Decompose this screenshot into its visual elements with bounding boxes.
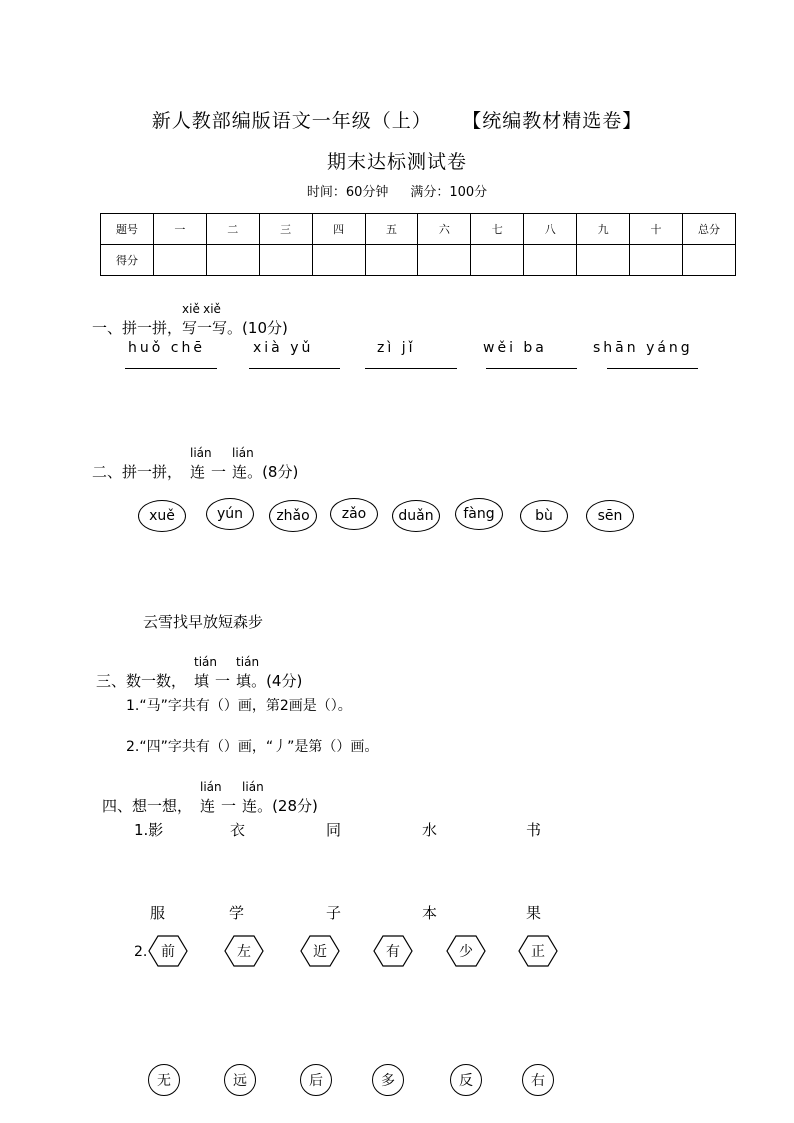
score-input-cell[interactable]	[153, 245, 206, 276]
exam-subtitle: 期末达标测试卷	[326, 151, 467, 173]
answer-line[interactable]	[607, 368, 698, 369]
score-table-header-row	[101, 214, 736, 245]
circle-char[interactable]: 多	[372, 1064, 404, 1096]
section1-prefix: 一、拼一拼，	[92, 319, 183, 337]
pinyin-oval[interactable]: bù	[520, 500, 568, 532]
hexagon-label: 前	[161, 944, 175, 960]
circle-char[interactable]: 无	[148, 1064, 180, 1096]
score-cell: 一	[153, 214, 206, 245]
ruby-base: 连	[242, 797, 258, 815]
time-label: 时间：60分钟	[306, 185, 389, 200]
section1-suffix: 。(10分)	[227, 319, 288, 337]
score-cell: 总分	[682, 214, 735, 245]
pinyin-oval[interactable]: xuě	[138, 500, 186, 532]
section4-heading	[102, 780, 318, 816]
hexagon-label: 左	[237, 944, 251, 960]
ruby-lian-4	[242, 780, 264, 816]
section3-prefix: 三、数一数，	[96, 672, 187, 690]
pinyin-word: shān yáng	[593, 340, 693, 356]
hexagon-label: 正	[531, 944, 545, 960]
ruby-base: 填	[236, 672, 252, 690]
score-label: 满分：100分	[410, 185, 488, 200]
section2-heading	[92, 446, 299, 482]
section3-mid: 一	[215, 672, 231, 690]
section4-mid: 一	[221, 797, 237, 815]
answer-line[interactable]	[249, 368, 340, 369]
answer-line[interactable]	[125, 368, 217, 369]
score-table-score-row	[101, 245, 736, 276]
exam-info	[0, 181, 794, 200]
pinyin-word: xià yǔ	[253, 340, 314, 356]
hexagon-char[interactable]	[446, 935, 486, 967]
exam-title-right: 【统编教材精选卷】	[471, 110, 643, 132]
pinyin-annotation: tián	[194, 655, 218, 669]
match-char-bottom[interactable]: 本	[422, 904, 438, 922]
answer-line[interactable]	[486, 368, 577, 369]
pinyin-oval[interactable]: fàng	[455, 498, 503, 530]
match-char-top[interactable]: 衣	[230, 821, 246, 839]
section1-heading	[92, 302, 288, 338]
match-char-bottom[interactable]: 子	[326, 904, 342, 922]
hexagon-label: 有	[386, 944, 400, 960]
score-input-cell[interactable]	[630, 245, 683, 276]
pinyin-oval[interactable]: sēn	[586, 500, 634, 532]
circle-char[interactable]: 右	[522, 1064, 554, 1096]
ruby-xie-2	[197, 302, 228, 338]
pinyin-word: wěi ba	[483, 340, 547, 356]
score-cell: 九	[577, 214, 630, 245]
pinyin-annotation: xiě	[203, 302, 221, 316]
section2-mid: 一	[211, 463, 227, 481]
question-1: 1.“马”字共有（）画，第2画是（）。	[126, 698, 352, 714]
pinyin-annotation: lián	[200, 780, 222, 794]
pinyin-word: huǒ chē	[128, 340, 205, 356]
score-cell: 六	[418, 214, 471, 245]
pinyin-oval[interactable]: zǎo	[330, 498, 378, 530]
section2-prefix: 二、拼一拼，	[92, 463, 183, 481]
pinyin-oval[interactable]: zhǎo	[269, 500, 317, 532]
pinyin-annotation: lián	[232, 446, 254, 460]
exam-title	[0, 106, 794, 133]
ruby-lian-2	[232, 446, 254, 482]
circle-char[interactable]: 反	[450, 1064, 482, 1096]
score-input-cell[interactable]	[206, 245, 259, 276]
score-cell: 二	[206, 214, 259, 245]
score-cell: 题号	[101, 214, 154, 245]
score-cell: 五	[365, 214, 418, 245]
score-table	[100, 213, 736, 276]
match-char-top[interactable]: 书	[526, 821, 542, 839]
score-cell: 四	[312, 214, 365, 245]
pinyin-annotation: lián	[190, 446, 212, 460]
question-2: 2.“四”字共有（）画，“丿”是第（）画。	[126, 739, 379, 755]
score-cell: 三	[259, 214, 312, 245]
pinyin-oval[interactable]: duǎn	[392, 500, 440, 532]
exam-title-left: 新人教部编版语文一年级（上）	[151, 110, 432, 132]
hexagon-char[interactable]	[300, 935, 340, 967]
ruby-base: 连	[200, 797, 216, 815]
score-input-cell[interactable]	[418, 245, 471, 276]
score-input-cell[interactable]	[312, 245, 365, 276]
section4-suffix: 。(28分)	[257, 797, 318, 815]
pinyin-annotation: lián	[242, 780, 264, 794]
score-input-cell[interactable]	[259, 245, 312, 276]
ruby-base: 连	[190, 463, 206, 481]
match-char-bottom[interactable]: 果	[526, 904, 542, 922]
hexagon-char[interactable]	[373, 935, 413, 967]
hexagon-label: 少	[459, 944, 473, 960]
match-char-top[interactable]: 同	[326, 821, 342, 839]
ruby-tian-1	[194, 655, 218, 691]
score-cell: 八	[524, 214, 577, 245]
section2-suffix: 。(8分)	[247, 463, 299, 481]
ruby-base: 填	[194, 672, 210, 690]
score-input-cell[interactable]	[524, 245, 577, 276]
match-char-bottom[interactable]: 服	[150, 904, 166, 922]
score-cell: 十	[630, 214, 683, 245]
hexagon-char[interactable]	[518, 935, 558, 967]
ruby-base: 写	[182, 319, 198, 337]
score-row-label: 得分	[101, 245, 154, 276]
ruby-base: 连	[232, 463, 248, 481]
score-input-cell[interactable]	[365, 245, 418, 276]
pinyin-word: zì jǐ	[377, 340, 416, 356]
section3-suffix: 。(4分)	[251, 672, 303, 690]
circle-char[interactable]: 后	[300, 1064, 332, 1096]
pinyin-annotation: tián	[236, 655, 260, 669]
ruby-tian-2	[236, 655, 260, 691]
match-char-top[interactable]: 水	[422, 821, 438, 839]
ruby-xie-1	[182, 302, 200, 338]
circle-char[interactable]: 远	[224, 1064, 256, 1096]
score-input-cell[interactable]	[682, 245, 735, 276]
section3-heading	[96, 655, 303, 691]
answer-line[interactable]	[365, 368, 457, 369]
hexagon-char[interactable]	[224, 935, 264, 967]
hexagon-label: 近	[313, 944, 327, 960]
ruby-lian-1	[190, 446, 212, 482]
ruby-lian-3	[200, 780, 222, 816]
score-input-cell[interactable]	[471, 245, 524, 276]
hexagon-char[interactable]	[148, 935, 188, 967]
section4-prefix: 四、想一想，	[102, 797, 193, 815]
chars-row: 云雪找早放短森步	[143, 613, 264, 631]
match-char-bottom[interactable]: 学	[229, 904, 245, 922]
match-char-top[interactable]: 1.影	[134, 821, 164, 839]
pinyin-annotation: xiě	[182, 302, 200, 316]
question-2-label: 2.	[134, 944, 148, 960]
ruby-base: 一写	[197, 319, 228, 337]
score-input-cell[interactable]	[577, 245, 630, 276]
score-cell: 七	[471, 214, 524, 245]
pinyin-oval[interactable]: yún	[206, 498, 254, 530]
